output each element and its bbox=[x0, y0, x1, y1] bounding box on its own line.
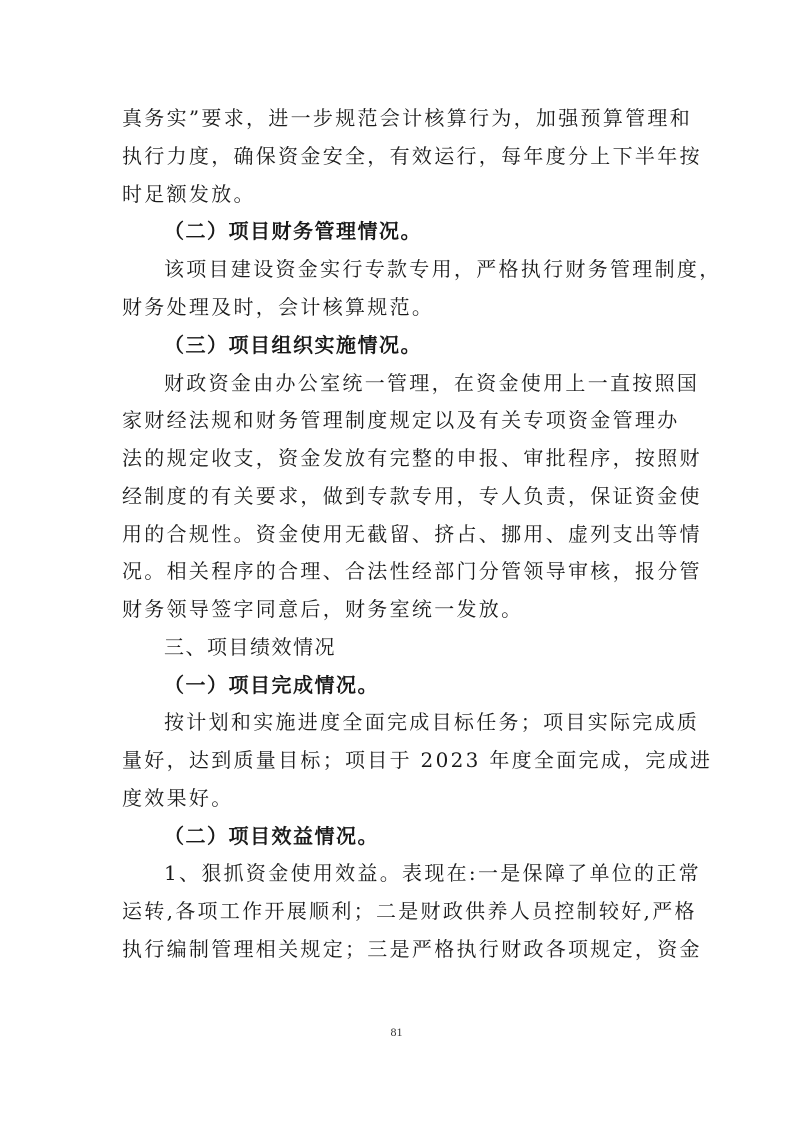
paragraph-1-line-3: 时足额发放。 bbox=[122, 182, 256, 206]
subheading-organization-implementation: （三）项目组织实施情况。 bbox=[164, 333, 422, 357]
paragraph-1-line-1: 真务实”要求，进一步规范会计核算行为，加强预算管理和 bbox=[122, 106, 693, 130]
paragraph-4-line-3: 度效果好。 bbox=[122, 786, 234, 810]
paragraph-3-line-7: 财务领导签字同意后，财务室统一发放。 bbox=[122, 597, 524, 621]
paragraph-5-line-3: 执行编制管理相关规定；三是严格执行财政各项规定，资金 bbox=[122, 937, 702, 961]
paragraph-4-line-2: 量好，达到质量目标；项目于 2023 年度全面完成，完成进 bbox=[122, 748, 713, 772]
section-heading-performance: 三、项目绩效情况 bbox=[164, 635, 336, 659]
page-number: 81 bbox=[390, 1025, 403, 1039]
paragraph-3-line-5: 用的合规性。资金使用无截留、挤占、挪用、虚列支出等情 bbox=[122, 522, 702, 546]
paragraph-4-line-1: 按计划和实施进度全面完成目标任务；项目实际完成质 bbox=[164, 710, 700, 734]
paragraph-2-line-1: 该项目建设资金实行专款专用，严格执行财务管理制度， bbox=[164, 257, 722, 281]
subheading-benefits: （二）项目效益情况。 bbox=[164, 824, 379, 848]
paragraph-3-line-1: 财政资金由办公室统一管理，在资金使用上一直按照国 bbox=[164, 371, 700, 395]
paragraph-1-line-2: 执行力度，确保资金安全，有效运行，每年度分上下半年按 bbox=[122, 144, 702, 168]
subheading-completion: （一）项目完成情况。 bbox=[164, 673, 379, 697]
paragraph-3-line-6: 况。相关程序的合理、合法性经部门分管领导审核，报分管 bbox=[122, 559, 702, 583]
paragraph-3-line-3: 法的规定收支，资金发放有完整的申报、审批程序，按照财 bbox=[122, 446, 702, 470]
paragraph-5-line-1: 1、狠抓资金使用效益。表现在:一是保障了单位的正常 bbox=[164, 861, 701, 885]
paragraph-2-line-2: 财务处理及时，会计核算规范。 bbox=[122, 295, 435, 319]
subheading-financial-management: （二）项目财务管理情况。 bbox=[164, 219, 422, 243]
paragraph-3-line-2: 家财经法规和财务管理制度规定以及有关专项资金管理办 bbox=[122, 408, 680, 432]
paragraph-5-line-2: 运转,各项工作开展顺利；二是财政供养人员控制较好,严格 bbox=[122, 899, 697, 923]
paragraph-3-line-4: 经制度的有关要求，做到专款专用，专人负责，保证资金使 bbox=[122, 484, 702, 508]
